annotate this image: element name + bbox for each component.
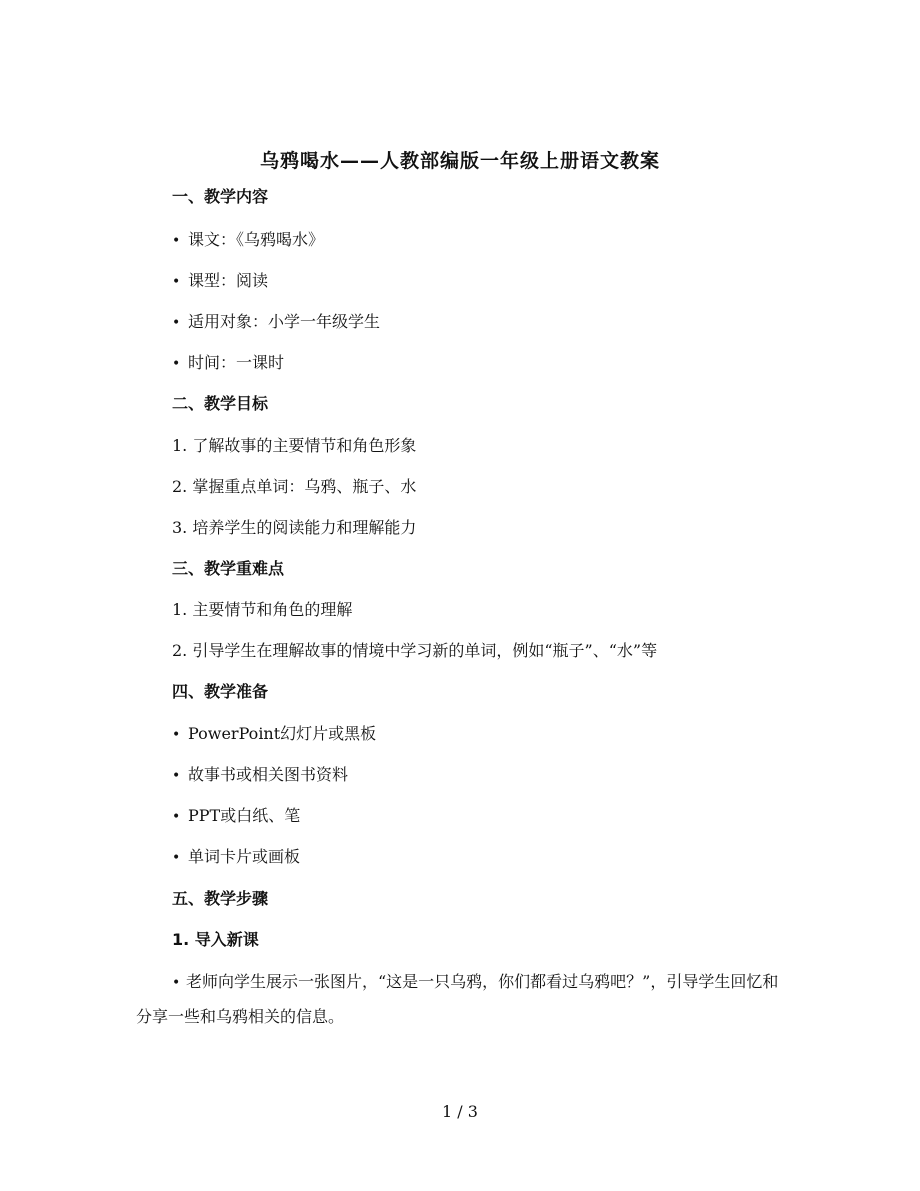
list-item: 1. 主要情节和角色的理解 [172, 600, 353, 619]
list-item: 2. 引导学生在理解故事的情境中学习新的单词，例如“瓶子”、“水”等 [172, 641, 658, 660]
list-item: 2. 掌握重点单词：乌鸦、瓶子、水 [172, 477, 417, 496]
section-heading-steps: 五、教学步骤 [172, 889, 269, 908]
section-heading-content: 一、教学内容 [172, 187, 269, 206]
section-heading-preparation: 四、教学准备 [172, 682, 269, 701]
document-title: 乌鸦喝水——人教部编版一年级上册语文教案 [259, 150, 660, 172]
bullet-icon: • [172, 975, 181, 991]
page-number: 1 / 3 [442, 1102, 478, 1121]
list-item: 3. 培养学生的阅读能力和理解能力 [172, 518, 417, 537]
list-item: • 时间：一课时 [172, 352, 284, 375]
list-item: • 课文：《乌鸦喝水》 [172, 229, 324, 252]
section-heading-goals: 二、教学目标 [172, 394, 269, 413]
list-item: • 故事书或相关图书资料 [172, 764, 348, 787]
list-item: • PPT或白纸、笔 [172, 805, 300, 828]
list-item: • 适用对象：小学一年级学生 [172, 311, 380, 334]
step-heading: 1. 导入新课 [172, 930, 259, 949]
list-item: • 课型：阅读 [172, 270, 268, 293]
step-paragraph-text: 老师向学生展示一张图片，“这是一只乌鸦，你们都看过乌鸦吧？”，引导学生回忆和分享一些和乌鸦相关的信息。 [136, 972, 779, 1026]
list-item: • PowerPoint幻灯片或黑板 [172, 723, 376, 746]
section-heading-key-points: 三、教学重难点 [172, 559, 285, 578]
list-item: 1. 了解故事的主要情节和角色形象 [172, 436, 417, 455]
list-item: • 单词卡片或画板 [172, 846, 300, 869]
step-paragraph [136, 965, 791, 1034]
